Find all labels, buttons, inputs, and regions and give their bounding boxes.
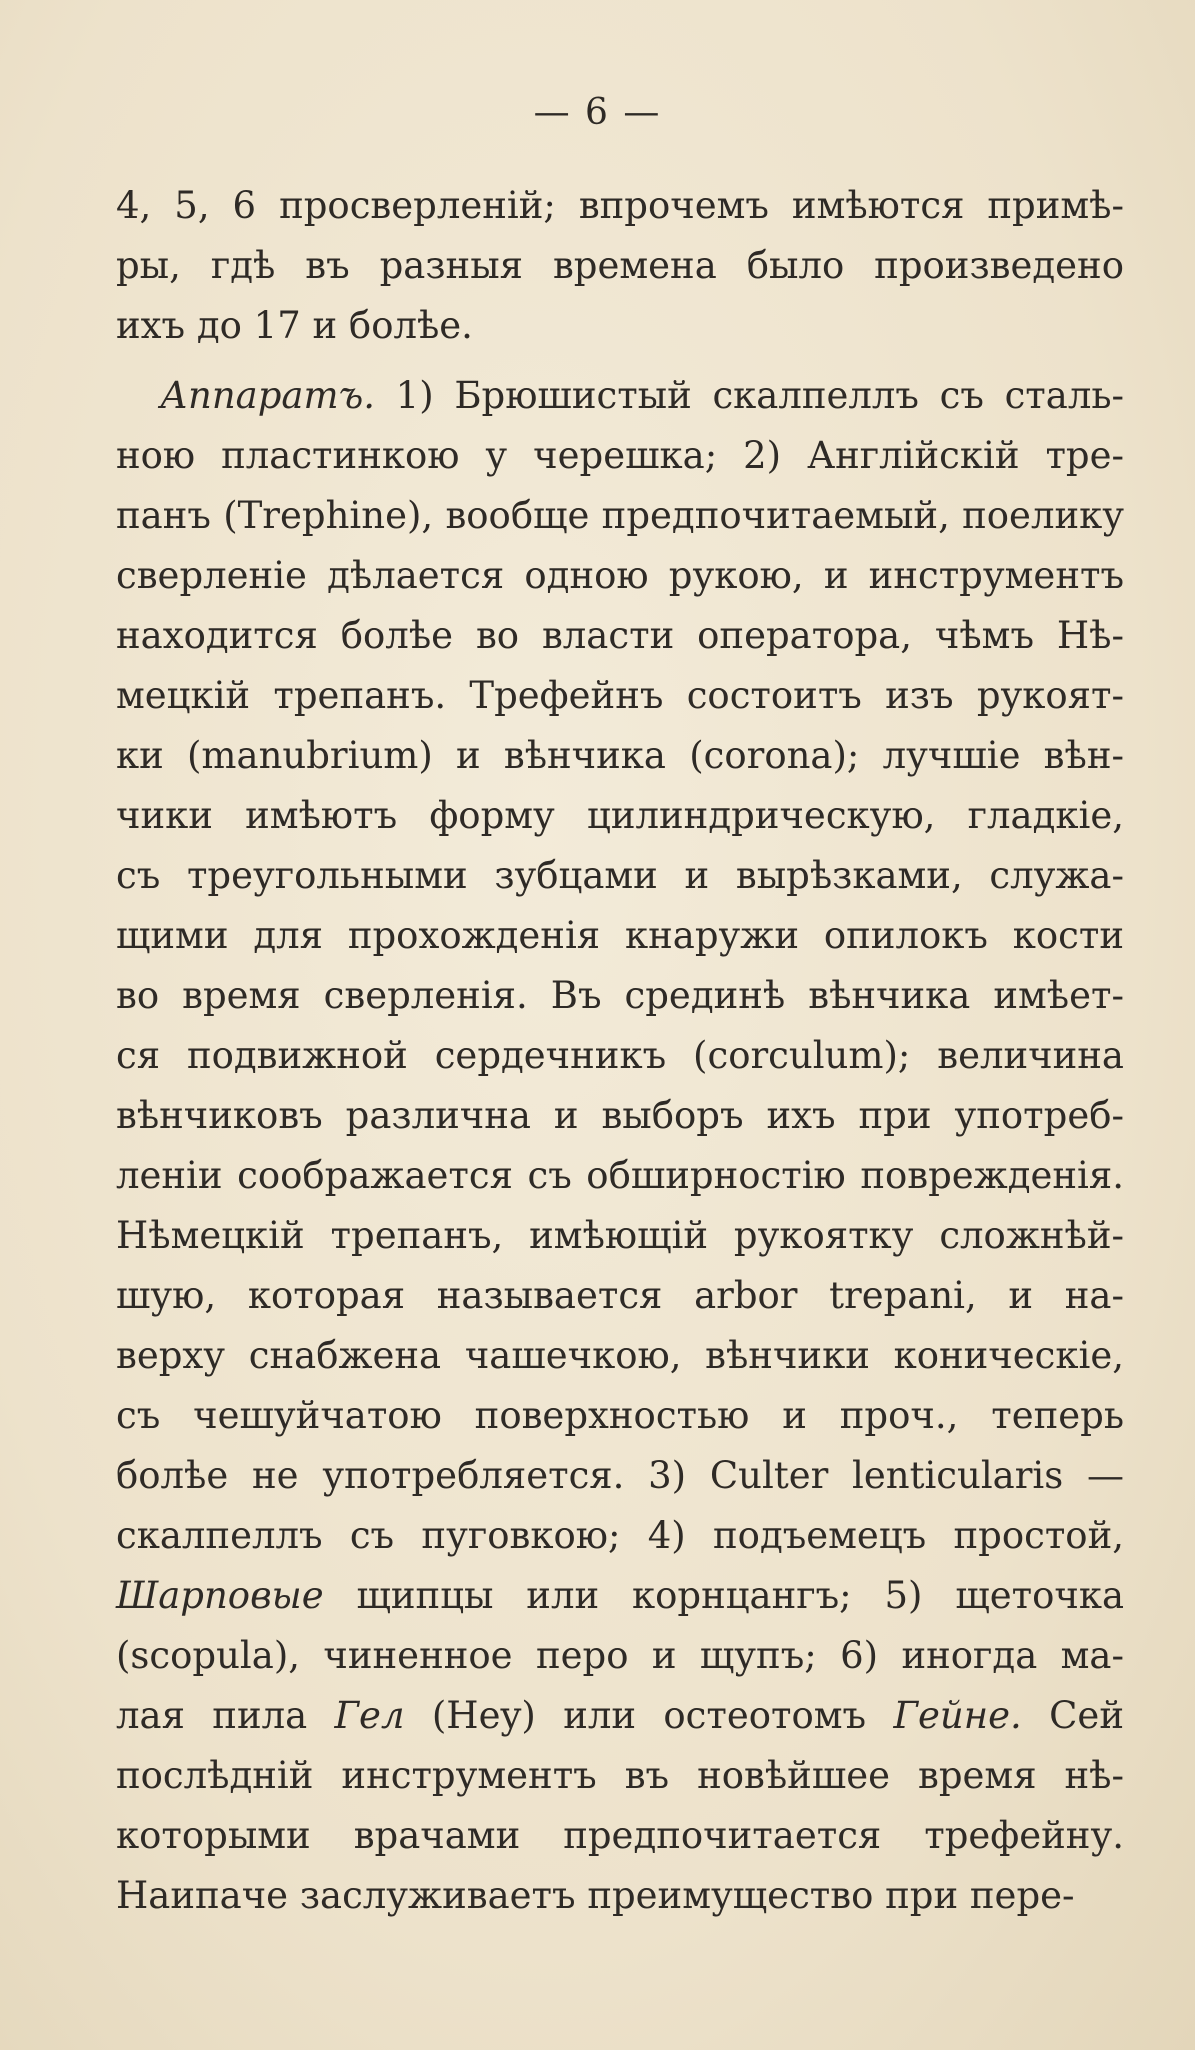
text-segment: щипцы или корнцангъ; 5) щеточка bbox=[323, 1574, 1124, 1617]
text-segment: (scopula), чиненное перо и щупъ; 6) иногда ма- bbox=[116, 1634, 1124, 1677]
text-segment: которыми врачами предпочитается трефейну. bbox=[116, 1814, 1124, 1857]
text-line bbox=[116, 1146, 1124, 1206]
text-segment: скалпеллъ съ пуговкою; 4) подъемецъ простой, bbox=[116, 1514, 1124, 1557]
text-line bbox=[116, 1506, 1124, 1566]
text-line bbox=[116, 1326, 1124, 1386]
text-line bbox=[116, 296, 1124, 356]
text-segment: ною пластинкою у черешка; 2) Англійскій тре- bbox=[116, 434, 1124, 477]
italic-text-segment: Гел bbox=[334, 1694, 405, 1737]
text-line bbox=[116, 1446, 1124, 1506]
text-line bbox=[116, 666, 1124, 726]
text-segment: послѣдній инструментъ въ новѣйшее время нѣ- bbox=[116, 1754, 1124, 1797]
text-segment: 1) Брюшистый скалпеллъ съ сталь- bbox=[375, 374, 1124, 417]
text-line bbox=[116, 1386, 1124, 1446]
text-segment: 4, 5, 6 просверленій; впрочемъ имѣются примѣ- bbox=[116, 184, 1124, 227]
text-segment: леніи соображается съ обширностію поврежденія. bbox=[116, 1154, 1124, 1197]
text-segment: лая пила bbox=[116, 1694, 335, 1737]
text-line bbox=[116, 1626, 1124, 1686]
text-segment: ки (manubrium) и вѣнчика (corona); лучшіе вѣн- bbox=[116, 734, 1124, 777]
text-segment: съ треугольными зубцами и вырѣзками, служа- bbox=[116, 854, 1124, 897]
text-line bbox=[116, 486, 1124, 546]
text-segment: во время сверленія. Въ срединѣ вѣнчика имѣет- bbox=[116, 974, 1124, 1017]
text-segment: съ чешуйчатою поверхностью и проч., теперь bbox=[116, 1394, 1124, 1437]
text-segment: сверленіе дѣлается одною рукою, и инструментъ bbox=[116, 554, 1124, 597]
text-segment: панъ (Trephine), вообще предпочитаемый, поелику bbox=[116, 494, 1124, 537]
body-text bbox=[116, 176, 1124, 1926]
text-segment: щими для прохожденія кнаружи опилокъ кости bbox=[116, 914, 1124, 957]
italic-text-segment: Шарповые bbox=[116, 1574, 324, 1617]
text-line bbox=[116, 1806, 1124, 1866]
text-segment: вѣнчиковъ различна и выборъ ихъ при употреб- bbox=[116, 1094, 1124, 1137]
text-line bbox=[116, 236, 1124, 296]
text-line bbox=[116, 786, 1124, 846]
text-line bbox=[116, 176, 1124, 236]
text-segment: Нѣмецкій трепанъ, имѣющій рукоятку сложнѣй- bbox=[116, 1214, 1124, 1257]
text-line bbox=[116, 1086, 1124, 1146]
text-line bbox=[116, 546, 1124, 606]
text-line bbox=[116, 366, 1124, 426]
text-segment: находится болѣе во власти оператора, чѣмъ Нѣ- bbox=[116, 614, 1124, 657]
text-segment: ся подвижной сердечникъ (corculum); величина bbox=[116, 1034, 1124, 1077]
text-segment: мецкій трепанъ. Трефейнъ состоитъ изъ рукоят- bbox=[116, 674, 1124, 717]
text-segment: ры, гдѣ въ разныя времена было произведено bbox=[116, 244, 1124, 287]
text-segment: Сей bbox=[1021, 1694, 1124, 1737]
text-line bbox=[116, 726, 1124, 786]
text-line bbox=[116, 1686, 1124, 1746]
italic-text-segment: Аппаратъ. bbox=[160, 374, 375, 417]
text-line bbox=[116, 1026, 1124, 1086]
text-line bbox=[116, 1566, 1124, 1626]
text-line bbox=[116, 966, 1124, 1026]
text-line bbox=[116, 846, 1124, 906]
text-line bbox=[116, 1266, 1124, 1326]
text-segment: (Hey) или остеотомъ bbox=[404, 1694, 894, 1737]
text-line bbox=[116, 426, 1124, 486]
text-line bbox=[116, 606, 1124, 666]
text-segment: Наипаче заслуживаетъ преимущество при пере- bbox=[116, 1874, 1075, 1917]
text-line bbox=[116, 1206, 1124, 1266]
text-segment: болѣе не употребляется. 3) Culter lenticularis — bbox=[116, 1454, 1124, 1497]
page-number: — 6 — bbox=[533, 92, 662, 133]
text-segment: чики имѣютъ форму цилиндрическую, гладкіе, bbox=[116, 794, 1124, 837]
text-segment: шую, которая называется arbor trepani, и на- bbox=[116, 1274, 1124, 1317]
text-line bbox=[116, 1746, 1124, 1806]
text-segment: ихъ до 17 и болѣе. bbox=[116, 304, 473, 347]
italic-text-segment: Гейне. bbox=[893, 1694, 1022, 1737]
text-line bbox=[116, 1866, 1124, 1926]
text-segment: верху снабжена чашечкою, вѣнчики коническіе, bbox=[116, 1334, 1124, 1377]
text-line bbox=[116, 906, 1124, 966]
